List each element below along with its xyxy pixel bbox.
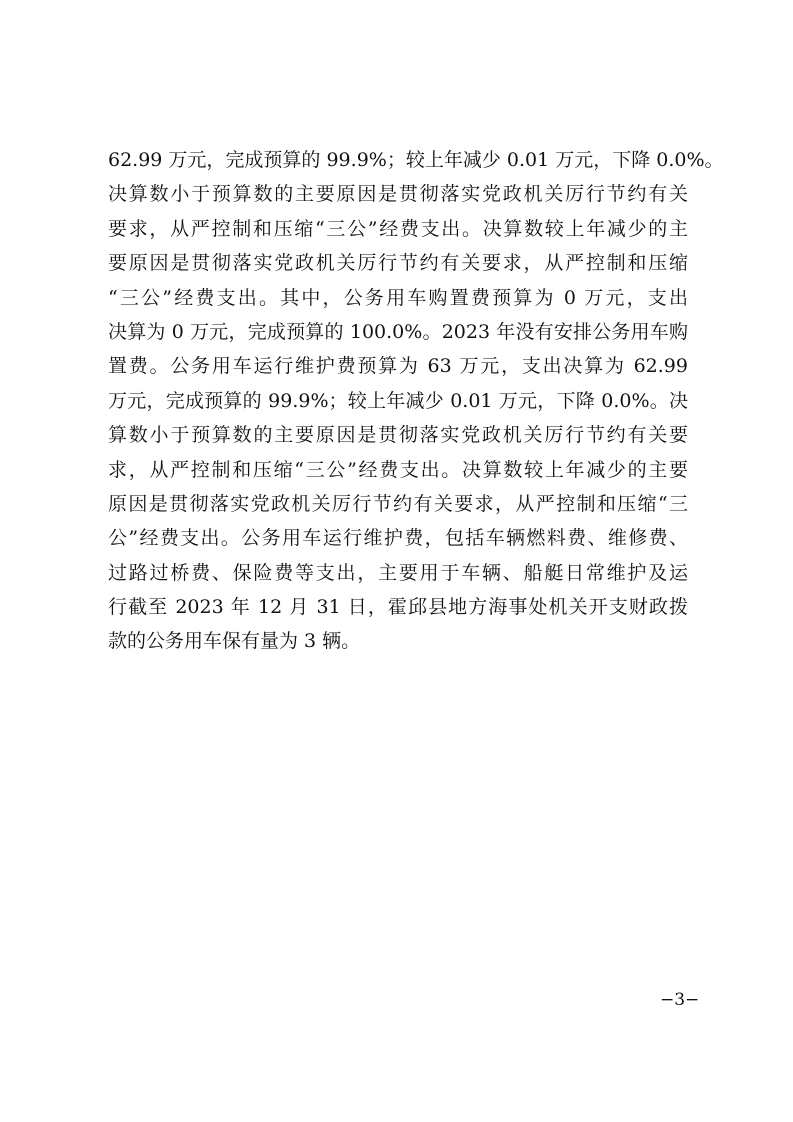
text-line: “三公”经费支出。其中，公务用车购置费预算为 0 万元，支出 <box>108 286 688 309</box>
text-line: 原因是贯彻落实党政机关厉行节约有关要求，从严控制和压缩“三 <box>108 492 688 515</box>
text-line: 62.99 万元，完成预算的 99.9%；较上年减少 0.01 万元，下降 0.0%。 <box>108 149 724 171</box>
text-line: 决算数小于预算数的主要原因是贯彻落实党政机关厉行节约有关 <box>108 183 688 206</box>
text-line: 行截至 2023 年 12 月 31 日，霍邱县地方海事处机关开支财政拨 <box>108 596 688 619</box>
body-paragraph <box>108 143 724 659</box>
text-line: 公”经费支出。公务用车运行维护费，包括车辆燃料费、维修费、 <box>108 527 688 550</box>
text-line: 求，从严控制和压缩“三公”经费支出。决算数较上年减少的主要 <box>108 458 688 481</box>
text-line: 款的公务用车保有量为 3 辆。 <box>108 630 361 653</box>
page-number: −3− <box>660 990 700 1010</box>
text-line: 决算为 0 万元，完成预算的 100.0%。2023 年没有安排公务用车购 <box>108 320 688 343</box>
text-line: 算数小于预算数的主要原因是贯彻落实党政机关厉行节约有关要 <box>108 424 688 447</box>
text-line: 过路过桥费、保险费等支出，主要用于车辆、船艇日常维护及运 <box>108 561 688 584</box>
text-line: 要求，从严控制和压缩“三公”经费支出。决算数较上年减少的主 <box>108 217 688 240</box>
text-line: 要原因是贯彻落实党政机关厉行节约有关要求，从严控制和压缩 <box>108 252 688 275</box>
text-line: 万元，完成预算的 99.9%；较上年减少 0.01 万元，下降 0.0%。决 <box>108 389 688 412</box>
text-line: 置费。公务用车运行维护费预算为 63 万元，支出决算为 62.99 <box>108 355 688 378</box>
